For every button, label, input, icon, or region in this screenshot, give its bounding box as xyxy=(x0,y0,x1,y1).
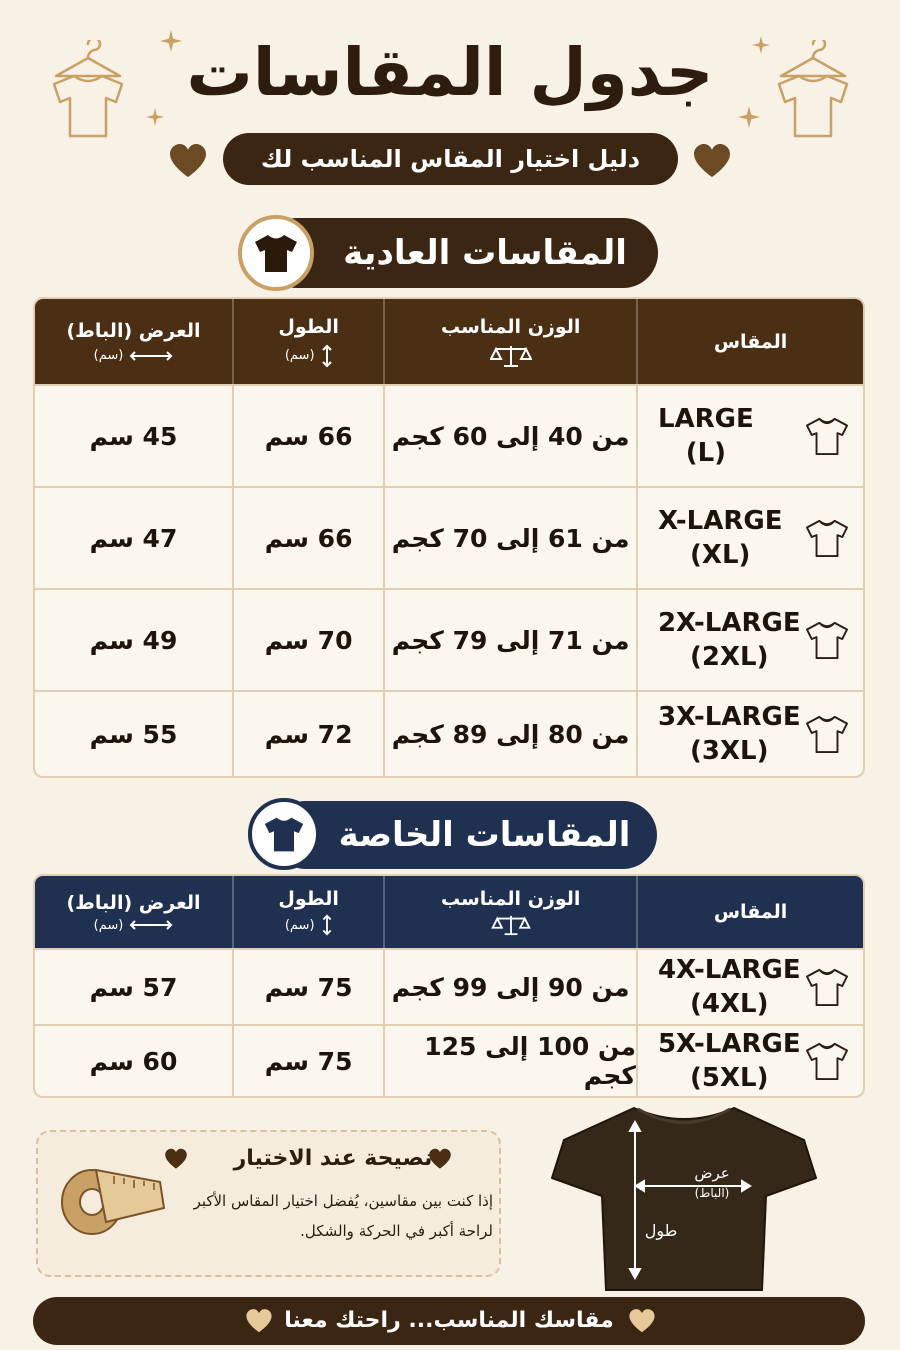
width-value: 49 سم xyxy=(89,625,178,655)
special-rows xyxy=(35,948,863,1096)
weight-value: من 90 إلى 99 كجم xyxy=(391,972,630,1002)
tip-text xyxy=(168,1186,493,1246)
table-header xyxy=(35,876,863,948)
size-code: (L) xyxy=(685,438,727,468)
hanger-shirt-icon xyxy=(48,40,128,140)
special-section-header xyxy=(272,801,657,869)
sparkle-icon xyxy=(752,36,770,54)
length-cell xyxy=(232,590,383,690)
regular-size-table xyxy=(33,297,865,778)
header-size-label: المقاس xyxy=(713,901,788,923)
size-code: (5XL) xyxy=(690,1063,769,1093)
diagram-length-label: طول xyxy=(644,1221,678,1240)
length-cell xyxy=(232,950,383,1024)
tip-box xyxy=(36,1130,501,1277)
header-length-unit-group xyxy=(285,914,333,936)
length-cell xyxy=(232,1026,383,1096)
table-row xyxy=(35,690,863,776)
table-row xyxy=(35,588,863,690)
header-width-label: العرض (الباط) xyxy=(66,320,201,342)
arrow-horizontal-icon xyxy=(129,919,173,931)
size-cell xyxy=(636,590,863,690)
tshirt-icon xyxy=(253,232,299,274)
diagram-width-sub: (الباط) xyxy=(694,1186,730,1200)
special-size-table xyxy=(33,874,865,1098)
width-value: 57 سم xyxy=(89,972,178,1002)
measuring-tape-icon xyxy=(56,1162,168,1242)
weight-value: من 71 إلى 79 كجم xyxy=(391,625,630,655)
header-length-unit-group xyxy=(285,344,333,368)
header-width-unit: (سم) xyxy=(93,348,124,363)
special-section-badge xyxy=(248,798,320,870)
width-cell xyxy=(35,1026,232,1096)
table-row xyxy=(35,384,863,486)
size-name: 4X-LARGE xyxy=(657,955,801,985)
table-row xyxy=(35,1024,863,1096)
header-width-label: العرض (الباط) xyxy=(66,891,201,914)
tip-line-1: إذا كنت بين مقاسين، يُفضل اختيار المقاس الأكبر xyxy=(193,1192,493,1210)
size-label xyxy=(658,504,783,572)
table-row xyxy=(35,948,863,1024)
header-width-unit-group xyxy=(94,348,174,363)
header-length-unit: (سم) xyxy=(284,348,315,363)
tshirt-icon xyxy=(805,620,849,660)
weight-value: من 100 إلى 125 كجم xyxy=(424,1032,636,1090)
arrow-vertical-icon xyxy=(321,914,333,936)
size-name: 2X-LARGE xyxy=(657,608,801,638)
header-length xyxy=(232,876,383,948)
header-width xyxy=(35,876,232,948)
length-value: 66 سم xyxy=(264,421,353,451)
length-value: 72 سم xyxy=(264,719,353,749)
size-name: 5X-LARGE xyxy=(657,1029,801,1059)
heart-icon xyxy=(168,143,208,179)
size-label xyxy=(658,1027,801,1095)
header-size-label: المقاس xyxy=(713,330,788,353)
size-code: (3XL) xyxy=(690,736,769,766)
width-cell xyxy=(35,386,232,486)
heart-icon xyxy=(245,1308,273,1334)
width-value: 47 سم xyxy=(89,523,178,553)
table-row xyxy=(35,486,863,588)
size-name: 3X-LARGE xyxy=(657,702,801,732)
size-cell xyxy=(636,692,863,776)
size-label xyxy=(658,402,754,470)
width-cell xyxy=(35,950,232,1024)
tip-line-2: لراحة أكبر في الحركة والشكل. xyxy=(300,1222,493,1240)
diagram-width-label: عرض xyxy=(694,1164,730,1182)
arrow-horizontal-icon xyxy=(129,350,173,362)
header-size xyxy=(636,876,863,948)
size-code: (2XL) xyxy=(690,642,769,672)
tshirt-icon xyxy=(805,518,849,558)
size-cell xyxy=(636,1026,863,1096)
weight-cell xyxy=(383,590,636,690)
length-value: 75 سم xyxy=(264,1046,353,1076)
size-cell xyxy=(636,386,863,486)
weight-cell xyxy=(383,1026,636,1096)
size-code: (4XL) xyxy=(690,989,769,1019)
length-cell xyxy=(232,386,383,486)
weight-cell xyxy=(383,950,636,1024)
header-length-label: الطول xyxy=(278,888,339,910)
tshirt-icon xyxy=(805,714,849,754)
tshirt-icon xyxy=(805,1041,849,1081)
size-label xyxy=(658,953,801,1021)
tip-title: نصيحة عند الاختيار xyxy=(233,1146,433,1171)
header-length-unit: (سم) xyxy=(284,917,315,933)
width-value: 55 سم xyxy=(89,719,178,749)
size-cell xyxy=(636,950,863,1024)
subtitle-banner: دليل اختيار المقاس المناسب لك xyxy=(223,133,678,185)
width-cell xyxy=(35,590,232,690)
length-cell xyxy=(232,692,383,776)
scale-icon xyxy=(491,914,531,936)
heart-icon xyxy=(692,143,732,179)
size-label xyxy=(658,700,801,768)
regular-section-header xyxy=(262,218,658,288)
header-width-unit: (سم) xyxy=(93,917,124,933)
length-value: 70 سم xyxy=(264,625,353,655)
header-width-unit-group xyxy=(94,918,174,933)
length-cell xyxy=(232,488,383,588)
size-name: LARGE xyxy=(657,404,754,434)
size-code: (XL) xyxy=(690,540,751,570)
header-width xyxy=(35,299,232,384)
page-title: جدول المقاسات xyxy=(186,34,714,111)
header-weight-label: الوزن المناسب xyxy=(441,888,581,910)
header-length xyxy=(232,299,383,384)
width-value: 45 سم xyxy=(89,421,178,451)
size-name: X-LARGE xyxy=(657,506,783,536)
weight-cell xyxy=(383,488,636,588)
weight-value: من 61 إلى 70 كجم xyxy=(391,523,630,553)
footer-text: مقاسك المناسب... راحتك معنا xyxy=(284,1308,614,1333)
width-value: 60 سم xyxy=(89,1046,178,1076)
regular-section-title: المقاسات العادية xyxy=(343,233,627,273)
regular-section-badge xyxy=(238,215,314,291)
heart-icon xyxy=(628,1308,656,1334)
weight-cell xyxy=(383,692,636,776)
weight-cell xyxy=(383,386,636,486)
length-value: 75 سم xyxy=(264,972,353,1002)
arrow-vertical-icon xyxy=(321,344,333,368)
hanger-shirt-icon xyxy=(773,40,853,140)
header-size xyxy=(636,299,863,384)
scale-icon xyxy=(490,344,532,368)
header-length-label: الطول xyxy=(278,315,339,338)
size-label xyxy=(658,606,801,674)
size-cell xyxy=(636,488,863,588)
header-weight xyxy=(383,876,636,948)
width-cell xyxy=(35,488,232,588)
width-cell xyxy=(35,692,232,776)
tshirt-diagram xyxy=(550,1100,818,1294)
weight-value: من 80 إلى 89 كجم xyxy=(391,719,630,749)
weight-value: من 40 إلى 60 كجم xyxy=(391,421,630,451)
regular-rows xyxy=(35,384,863,776)
length-value: 66 سم xyxy=(264,523,353,553)
footer-banner xyxy=(33,1297,865,1345)
header-weight-label: الوزن المناسب xyxy=(441,315,581,338)
header-weight xyxy=(383,299,636,384)
tshirt-icon xyxy=(263,814,305,854)
table-header xyxy=(35,299,863,384)
tshirt-icon xyxy=(805,416,849,456)
tshirt-icon xyxy=(805,967,849,1007)
special-section-title: المقاسات الخاصة xyxy=(338,815,631,855)
